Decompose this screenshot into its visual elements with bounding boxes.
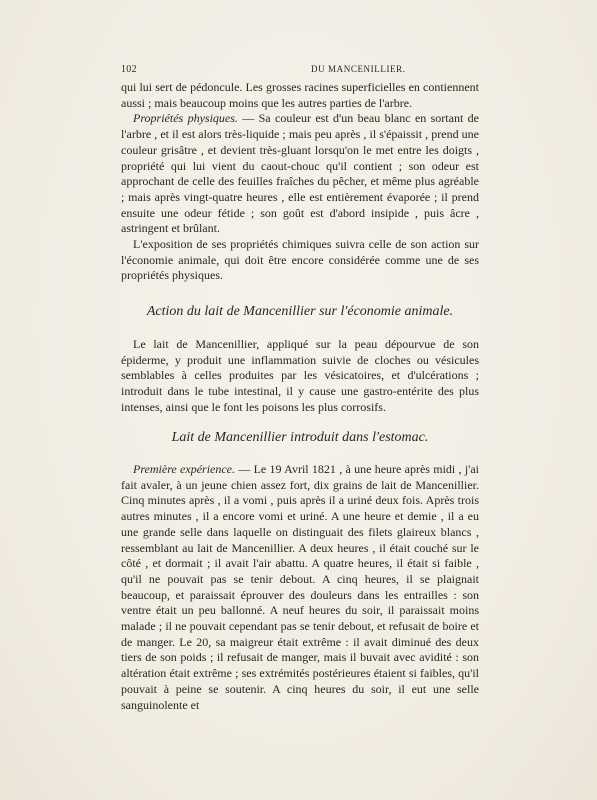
paragraph-chemical-exposition: L'exposition de ses propriétés chimiques suivra celle de son action sur l'économie animale, qui doit être encore considérée comme une de ses propriétés physiques. bbox=[121, 237, 479, 283]
paragraph-physical-properties bbox=[121, 111, 479, 237]
section-heading-action: Action du lait de Mancenillier sur l'économie animale. bbox=[146, 304, 454, 319]
text-block-properties bbox=[121, 80, 479, 284]
paragraph-roots: qui lui sert de pédoncule. Les grosses racines superficielles en contiennent aussi ; mais beaucoup moins que les autres parties de l'arbre. bbox=[121, 80, 479, 110]
section-heading-stomach: Lait de Mancenillier introduit dans l'estomac. bbox=[171, 430, 429, 445]
physical-properties-label: Propriétés physiques. bbox=[133, 111, 238, 126]
paragraph-action: Le lait de Mancenillier, appliqué sur la peau dépourvue de son épiderme, y produit une inflammation suivie de cloches ou vésicules semblables à celles produites par les vésicatoires, et d'ulcérations ; introduit dans le tube intestinal, il y cause une gastro-entérite des plus intenses, ainsi que le font les poisons les plus corrosifs. bbox=[121, 337, 479, 414]
page-number: 102 bbox=[121, 64, 137, 75]
page-header bbox=[121, 64, 479, 78]
first-experiment-text: — Le 19 Avril 1821 , à une heure après midi , j'ai fait avaler, à un jeune chien assez fort, dix grains de lait de Mancenillier. Cinq minutes après , il a vomi , puis après il a uriné deux fois. Après trois autres minutes , il a encore vomi et uriné. A une heure et demie , il a eu une grande selle dans laquelle on distinguait des filets glaireux blancs , ressemblant au lait de Mancenillier. A deux heures , il était couché sur le côté , et dormait ; il avait l'air abattu. A quatre heures, il était si faible , qu'il ne pouvait pas se tenir debout. A cinq heures, il se plaignait beaucoup, et paraissait éprouver des douleurs dans les entrailles : son ventre était un peu ballonné. A neuf heures du soir, il paraissait moins malade ; il ne pouvait cependant pas se tenir debout, et refusait de boire et de manger. Le 20, sa maigreur était extrême : il avait diminué des deux tiers de son poids ; il refusait de manger, mais il buvait avec avidité : son altération était extrême ; ses extrémités postérieures étaient si faibles, qu'il pouvait à peine se soutenir. A cinq heures du soir, il eut une selle sanguinolente et bbox=[121, 462, 479, 712]
text-block-experiment bbox=[121, 462, 479, 713]
first-experiment-label: Première expérience. bbox=[133, 462, 236, 476]
running-head: DU MANCENILLIER. bbox=[311, 64, 406, 74]
paragraph-first-experiment bbox=[121, 462, 479, 713]
text-block-action bbox=[121, 337, 479, 416]
physical-properties-text: — Sa couleur est d'un beau blanc en sortant de l'arbre , et il est alors très-liquide ; mais peu après , il s'épaissit , prend une couleur grisâtre , et devient très-gluant lorsqu'on le met entre les doigts , propriété qui lui vient du caout-chouc qu'il contient ; son odeur est approchant de celle des feuilles fraîches du pêcher, et même plus agréable ; mais après vingt-quatre heures , elle est entièrement évaporée ; il prend ensuite une odeur fétide ; son goût est d'abord insipide , puis âcre , astringent et brûlant. bbox=[121, 111, 479, 236]
